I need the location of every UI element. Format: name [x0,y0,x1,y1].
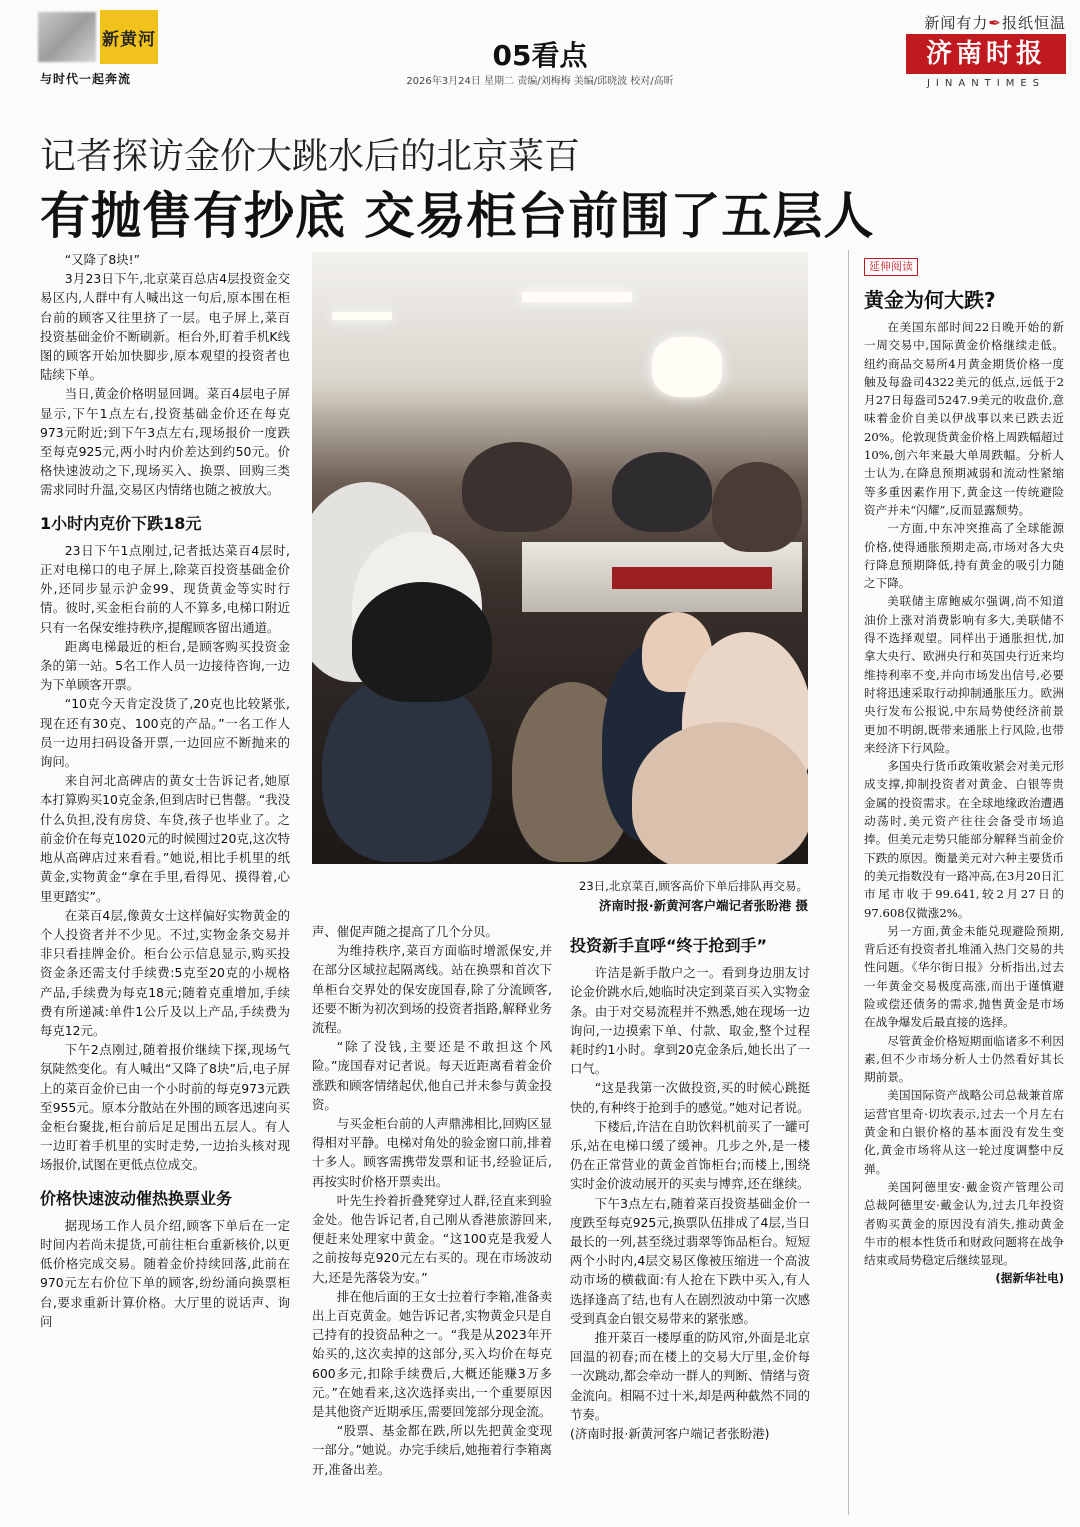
photo-person [352,582,492,702]
sidebar-tag: 延伸阅读 [864,258,918,276]
article-paragraph: 为维持秩序,菜百方面临时增派保安,并在部分区域拉起隔离线。站在换票和首次下单柜台交界处的保安庞国春,除了分流顾客,还要不断为初次到场的投资者指路,解释业务流程。 [312,943,552,1036]
section-heading: 价格快速波动催热换票业务 [40,1188,233,1208]
article-paragraph: 声、催促声随之提高了几个分贝。 [312,924,498,939]
article-paragraph: 在菜百4层,像黄女士这样偏好实物黄金的个人投资者并不少见。不过,实物金条交易并非只看挂牌金价。柜台公示信息显示,购买投资金条还需支付手续费:5克至20克的小规格产品,手续费为每克18元;随着克重增加,手续费有所递减:单件1公斤及以上产品,手续费为每克12元。 [40,907,290,1038]
photo-red-tray [612,567,772,589]
sidebar-source: (据新华社电) [995,1271,1064,1286]
slogan-right [924,12,1066,33]
article-paragraph: 据现场工作人员介绍,顾客下单后在一定时间内若尚未提货,可前往柜台重新核价,以更低价格完成交易。随着金价持续回落,此前在970元左右价位下单的顾客,纷纷涌向换票柜台,要求重新计算价格。大厅里的说话声、询问 [40,1217,290,1329]
article-paragraph: 许洁是新手散户之一。看到身边朋友讨论金价跳水后,她临时决定到菜百买入实物金条。由于对交易流程并不熟悉,她在现场一边询问,一边摸索下单、付款、取金,整个过程耗时约1小时。拿到20克金条后,她长出了一口气。 [570,965,810,1077]
article-paragraph: “除了没钱,主要还是不敢担这个风险。”庞国春对记者说。每天近距离看着金价涨跌和顾客情绪起伏,他自己并未参与黄金投资。 [312,1039,552,1112]
photo-caption: 23日,北京菜百,顾客高价下单后排队再交易。 [579,879,808,893]
article-paragraph: 下午3点左右,随着菜百投资基础金价一度跌至每克925元,换票队伍排成了4层,当日最长的一列,甚至绕过翡翠等饰品柜台。短短两个小时内,4层交易区像被压缩进一个高波动市场的横截面:有人抢在下跌中买入,有人选择逢高了结,也有人在剧烈波动中第一次感受到真金白银交易带来的紧张感。 [570,1195,810,1326]
section-heading: 投资新手直呼“终于抢到手” [570,936,768,955]
article-column-3 [570,922,810,1443]
article-column-1 [40,250,290,1331]
sidebar-paragraph: 美联储主席鲍威尔强调,尚不知道油价上涨对消费影响有多大,美联储不得不选择观望。同样出于通胀担忧,加拿大央行、欧洲央行和英国央行近来均维持利率不变,并向市场发出信号,必要时将迅速采取行动抑制通胀压力。欧洲央行发布公报说,中东局势使经济前景更加不明朗,既带来通胀上行风险,也带来经济下行风险。 [864,594,1064,755]
sidebar-paragraph: 一方面,中东冲突推高了全球能源价格,使得通胀预期走高,市场对各大央行降息预期降低,持有黄金的吸引力随之下降。 [864,521,1064,591]
article-paragraph: 下楼后,许洁在自助饮料机前买了一罐可乐,站在电梯口缓了缓神。几步之外,是一楼仍在正常营业的黄金首饰柜台;而楼上,围绕实时金价波动展开的买卖与博弈,还在继续。 [570,1118,810,1192]
sidebar-paragraph: 多国央行货币政策收紧会对美元形成支撑,抑制投资者对黄金、白银等贵金属的投资需求。在全球地缘政治遭遇动荡时,美元资产往往会备受市场追捧。但美元走势只能部分解释当前金价下跌的原因。衡量美元对六种主要货币的美元指数没有一路冲高,在3月20日汇市尾市收于99.641,较2月27日的97.608仅微涨2%。 [864,759,1064,920]
article-paragraph: 当日,黄金价格明显回调。菜百4层电子屏显示,下午1点左右,投资基础金价还在每克973元附近;到下午3点左右,现场报价一度跌至每克925元,两小时内价差达到约50元。价格快速波动之下,现场买入、换票、回购三类需求同时升温,交易区内情绪也随之被放大。 [40,386,290,498]
column-divider [848,250,849,1515]
brand-logo: 济南时报 [906,34,1066,74]
sidebar-paragraph: 尽管黄金价格短期面临诸多不利因素,但不少市场分析人士仍然看好其长期前景。 [864,1033,1064,1085]
photo-person [712,462,802,552]
sidebar-paragraph: 另一方面,黄金未能兑现避险预期,背后还有投资者扎堆涌入热门交易的共性问题。《华尔街日报》分析指出,过去一年黄金交易极度高涨,而出于谨慎避险或偿还债务的需求,抛售黄金是市场在战争爆发后最直接的选择。 [864,923,1064,1030]
pen-icon: ✒ [988,14,1002,32]
issue-meta: 2026年3月24日 星期二 责编/刘梅梅 美编/邱晓波 校对/高昕 [406,76,674,87]
photo-light [332,312,392,320]
article-kicker: 记者探访金价大跳水后的北京菜百 [40,136,581,177]
slogan-left: 与时代一起奔流 [40,72,132,86]
photo-person [632,722,808,864]
article-paragraph: “又降了8块!” [64,252,141,267]
article-paragraph: 推开菜百一楼厚重的防风帘,外面是北京回温的初春;而在楼上的交易大厅里,金价每一次跳动,都会牵动一群人的判断、情绪与资金流向。相隔不过十米,却是两种截然不同的节奏。 [570,1330,810,1422]
section-heading: 1小时内克价下跌18元 [40,513,202,533]
news-photo [312,252,808,864]
article-paragraph: (济南时报·新黄河客户端记者张盼港) [570,1426,770,1442]
article-paragraph: 距离电梯最近的柜台,是顾客购买投资金条的第一站。5名工作人员一边接待咨询,一边为下单顾客开票。 [40,638,290,693]
photo-light [652,337,722,397]
article-paragraph: “这是我第一次做投资,买的时候心跳挺快的,有种终于抢到手的感觉。”她对记者说。 [570,1080,810,1115]
sidebar-body [864,318,1064,1288]
brand-english: JINANTIMES [926,78,1046,89]
article-paragraph: “10克今天肯定没货了,20克也比较紧张,现在还有30克、100克的产品。”一名工作人员一边用扫码设备开票,一边回应不断抛来的询问。 [40,696,290,770]
slogan-right-b: 报纸恒温 [1001,14,1066,32]
sidebar-paragraph: 美国国际资产战略公司总裁兼首席运营官里奇·切坎表示,过去一个月左右黄金和白银价格的基本面没有发生变化,黄金市场将从这一轮过度调整中反弹。 [864,1088,1064,1176]
article-paragraph: 叶先生拎着折叠凳穿过人群,径直来到验金处。他告诉记者,自己刚从香港旅游回来,便赶来处理家中黄金。“这100克是我爱人之前按每克920元左右买的。现在市场波动大,还是先落袋为安。” [312,1192,552,1285]
article-paragraph: 排在他后面的王女士拉着行李箱,准备卖出上百克黄金。她告诉记者,实物黄金只是自己持有的投资品种之一。“我是从2023年开始买的,这次卖掉的这部分,买入均价在每克600多元,扣除手续费后,大概还能赚3万多元。”在她看来,这次选择卖出,一个重要原因是其他资产近期承压,需要回笼部分现金流。 [312,1288,552,1420]
article-paragraph: 与买金柜台前的人声鼎沸相比,回购区显得相对平静。电梯对角处的验金窗口前,排着十多人。顾客需携带发票和证书,经验证后,再按实时价格开票卖出。 [312,1116,552,1189]
sidebar-paragraph: 美国阿德里安·戴金资产管理公司总裁阿德里安·戴金认为,过去几年投资者购买黄金的原因没有消失,推动黄金牛市的根本性货币和财政问题将在战争结束或局势稳定后继续显现。 [864,1179,1064,1268]
article-paragraph: 来自河北高碑店的黄女士告诉记者,她原本打算购买10克金条,但到店时已售罄。“我没什么负担,没有房贷、车贷,孩子也毕业了。之前金价在每克1020元的时候囤过20克,这次特地从高碑店过来看看。”她说,相比手机里的纸黄金,实物黄金“拿在手里,看得见、摸得着,心里更踏实”。 [40,773,290,904]
page-header [0,0,1080,120]
photo-person [462,442,572,532]
photo-light [522,292,632,302]
article-headline: 有抛售有抄底 交易柜台前围了五层人 [40,187,875,245]
xinhuanghe-logo: 新黄河 [100,10,158,64]
slogan-right-a: 新闻有力 [924,14,989,32]
article-column-2 [312,922,552,1479]
sidebar-title: 黄金为何大跌? [864,288,996,312]
photo-person [612,452,712,532]
article-paragraph: 3月23日下午,北京菜百总店4层投资金交易区内,人群中有人喊出这一句后,原本围在柜台前的顾客又往里挤了一层。电子屏上,菜百投资基础金价不断刷新。柜台外,盯着手机K线图的顾客开始加快脚步,原本观望的投资者也陆续下单。 [40,271,290,383]
article-paragraph: 23日下午1点刚过,记者抵达菜百4层时,正对电梯口的电子屏上,除菜百投资基础金价外,还同步显示沪金99、现货黄金等实时行情。彼时,买金柜台前的人不算多,电梯口附近只有一名保安维持秩序,提醒顾客留出通道。 [40,542,290,635]
photo-credit: 济南时报·新黄河客户端记者张盼港 摄 [598,898,808,913]
sidebar-paragraph: 在美国东部时间22日晚开始的新一周交易中,国际黄金价格继续走低。纽约商品交易所4月黄金期货价格一度触及每盎司4322美元的低点,远低于2月27日每盎司5247.9美元的收盘价,意味着金价自美以伊战事以来已跌去近20%。伦敦现货黄金价格上周跌幅超过10%,创六年来最大单周跌幅。分析人士认为,在降息预期减弱和流动性紧缩等多重因素作用下,黄金这一传统避险资产并未“闪耀”,反而显露颓势。 [864,320,1064,517]
page-title: 05看点 [492,39,588,72]
article-paragraph: 下午2点刚过,随着报价继续下探,现场气氛陡然变化。有人喊出“又降了8块”后,电子屏上的菜百金价已由一个小时前的每克973元跌至955元。原本分散站在外围的顾客迅速向买金柜台聚拢,柜台前后足足围出五层人。有人一边盯着手机里的实时走势,一边抬头核对现场报价,试图在更低点位成交。 [40,1042,290,1173]
article-paragraph: “股票、基金都在跌,所以先把黄金变现一部分。”她说。办完手续后,她拖着行李箱离开,准备出差。 [312,1423,552,1477]
